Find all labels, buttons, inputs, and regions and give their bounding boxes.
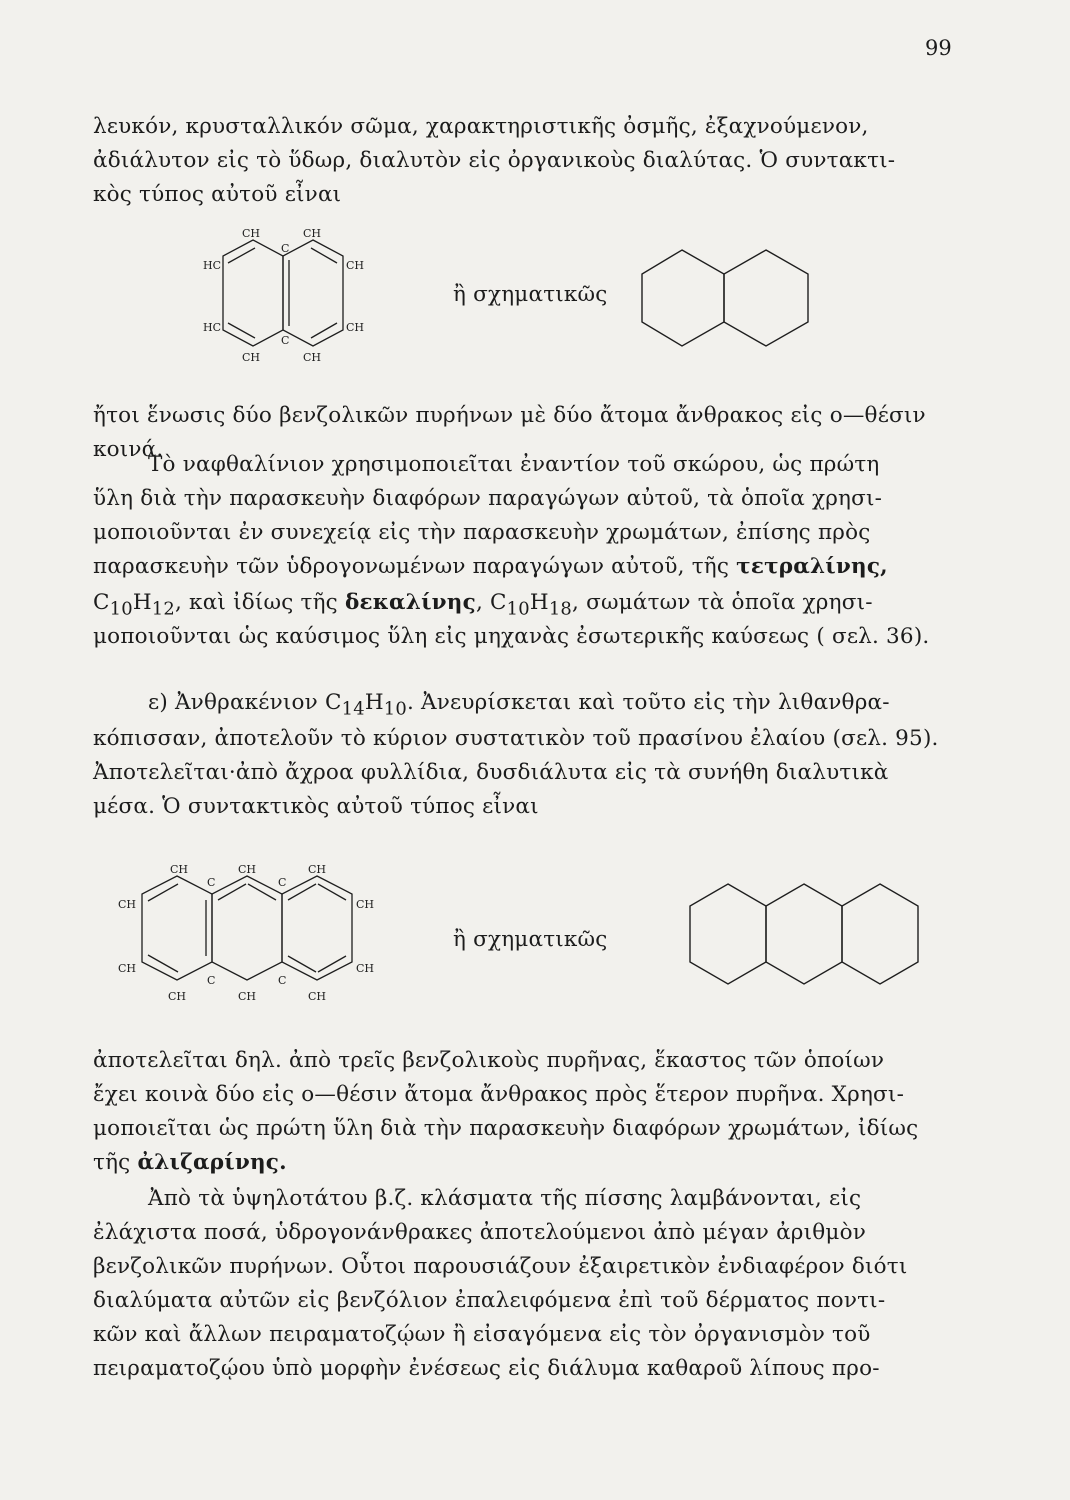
atom-label: CH xyxy=(118,962,137,975)
formula-symbol: H xyxy=(529,590,549,615)
atom-label: CH xyxy=(308,990,327,1003)
text-line xyxy=(93,588,873,624)
atom-label: CH xyxy=(238,863,257,876)
atom-label: CH xyxy=(170,863,189,876)
atom-label: CH xyxy=(303,351,322,364)
atom-label: CH xyxy=(242,227,261,240)
schematic-label: ἢ σχηματικῶς xyxy=(453,927,608,952)
page-number: 99 xyxy=(925,36,952,60)
text-line xyxy=(148,688,890,724)
text-line: Τὸ ναφθαλίνιον χρησιμοποιεῖται ἐναντίον τοῦ σκώρου, ὡς πρώτη xyxy=(148,452,880,477)
atom-label: C xyxy=(278,974,287,987)
anthracene-bonds xyxy=(142,876,352,980)
text-line: μοποιοῦνται ἐν συνεχείᾳ εἰς τὴν παρασκευὴν χρωμάτων, ἐπίσης πρὸς xyxy=(93,520,871,545)
atom-label: CH xyxy=(238,990,257,1003)
atom-label: CH xyxy=(346,259,365,272)
anthracene-structural-formula xyxy=(102,856,422,1006)
text-line: λευκόν, κρυσταλλικόν σῶμα, χαρακτηριστικῆς ὀσμῆς, ἐξαχνούμενον, xyxy=(93,114,869,139)
text-line: κοινά. xyxy=(93,437,164,462)
anthracene-schematic xyxy=(688,880,928,992)
atom-label: CH xyxy=(303,227,322,240)
text-line: ἀποτελεῖται δηλ. ἀπὸ τρεῖς βενζολικοὺς πυρῆνας, ἕκαστος τῶν ὁποίων xyxy=(93,1048,885,1073)
atom-label: CH xyxy=(346,321,365,334)
text-line: μοποιεῖται ὡς πρώτη ὕλη διὰ τὴν παρασκευὴν διαφόρων χρωμάτων, ἰδίως xyxy=(93,1116,919,1141)
atom-label: C xyxy=(207,876,216,889)
text-line: Ἀποτελεῖται·ἀπὸ ἄχροα φυλλίδια, δυσδιάλυτα εἰς τὰ συνήθη διαλυτικὰ xyxy=(93,760,889,785)
text-line: βενζολικῶν πυρήνων. Οὗτοι παρουσιάζουν ἐξαιρετικὸν ἐνδιαφέρον διότι xyxy=(93,1254,908,1279)
text-line xyxy=(93,1148,287,1178)
formula-subscript: 10 xyxy=(506,598,530,620)
formula-subscript: 14 xyxy=(341,698,365,720)
text-line: ἤτοι ἕνωσις δύο βενζολικῶν πυρήνων μὲ δύο ἄτομα ἄνθρακος εἰς ο—θέσιν xyxy=(93,403,926,428)
text-line: ὕλη διὰ τὴν παρασκευὴν διαφόρων παραγώγων αὐτοῦ, τὰ ὁποῖα χρησι- xyxy=(93,486,883,511)
text-line: Ἀπὸ τὰ ὑψηλοτάτου β.ζ. κλάσματα τῆς πίσσης λαμβάνονται, εἰς xyxy=(148,1186,862,1211)
atom-label: HC xyxy=(203,259,222,272)
naphthalene-schematic xyxy=(640,246,820,354)
formula-subscript: 10 xyxy=(383,698,407,720)
term-alizarin: ἀλιζαρίνης. xyxy=(137,1150,287,1175)
atom-label: HC xyxy=(203,321,222,334)
atom-label: C xyxy=(281,334,290,347)
atom-label: CH xyxy=(356,898,375,911)
text-segment: , σωμάτων τὰ ὁποῖα χρησι- xyxy=(572,590,873,615)
text-line: κῶν καὶ ἄλλων πειραματοζῴων ἢ εἰσαγόμενα εἰς τὸν ὀργανισμὸν τοῦ xyxy=(93,1322,871,1347)
atom-label: C xyxy=(207,974,216,987)
formula-subscript: 10 xyxy=(109,598,133,620)
text-line: κόπισσαν, ἀποτελοῦν τὸ κύριον συστατικὸν τοῦ πρασίνου ἐλαίου (σελ. 95). xyxy=(93,726,939,751)
schematic-label: ἢ σχηματικῶς xyxy=(453,282,608,307)
formula-subscript: 12 xyxy=(151,598,175,620)
text-line: κὸς τύπος αὐτοῦ εἶναι xyxy=(93,182,342,207)
atom-label: C xyxy=(281,242,290,255)
text-line xyxy=(93,552,888,582)
atom-label: CH xyxy=(168,990,187,1003)
text-line: μοποιοῦνται ὡς καύσιμος ὕλη εἰς μηχανὰς ἐσωτερικῆς καύσεως ( σελ. 36). xyxy=(93,624,930,649)
formula-symbol: , C xyxy=(475,590,507,615)
text-segment: τῆς xyxy=(93,1150,138,1175)
naphthalene-bonds xyxy=(223,240,343,346)
atom-label: CH xyxy=(356,962,375,975)
text-segment: ε) Ἀνθρακένιον C xyxy=(148,690,342,715)
text-line: πειραματοζῴου ὑπὸ μορφὴν ἐνέσεως εἰς διάλυμα καθαροῦ λίπους προ- xyxy=(93,1356,880,1381)
text-line: διαλύματα αὐτῶν εἰς βενζόλιον ἐπαλειφόμενα ἐπὶ τοῦ δέρματος ποντι- xyxy=(93,1288,886,1313)
text-line: ἐλάχιστα ποσά, ὑδρογονάνθρακες ἀποτελούμενοι ἀπὸ μέγαν ἀριθμὸν xyxy=(93,1220,866,1245)
term-decalin: δεκαλίνης xyxy=(344,590,476,615)
formula-symbol: H xyxy=(364,690,384,715)
formula-symbol: H xyxy=(132,590,152,615)
text-line: ἀδιάλυτον εἰς τὸ ὕδωρ, διαλυτὸν εἰς ὀργανικοὺς διαλύτας. Ὁ συντακτι- xyxy=(93,148,896,173)
formula-symbol: C xyxy=(93,590,110,615)
atom-label: CH xyxy=(242,351,261,364)
text-segment: . Ἀνευρίσκεται καὶ τοῦτο εἰς τὴν λιθανθρα- xyxy=(406,690,890,715)
term-tetralin: τετραλίνης, xyxy=(736,554,888,579)
text-segment: , καὶ ἰδίως τῆς xyxy=(174,590,345,615)
naphthalene-structural-formula xyxy=(195,218,435,373)
text-segment: παρασκευὴν τῶν ὑδρογονωμένων παραγώγων αὐτοῦ, τῆς xyxy=(93,554,737,579)
text-line: ἔχει κοινὰ δύο εἰς ο—θέσιν ἄτομα ἄνθρακος πρὸς ἕτερον πυρῆνα. Χρησι- xyxy=(93,1082,905,1107)
atom-label: CH xyxy=(308,863,327,876)
atom-label: CH xyxy=(118,898,137,911)
text-line: μέσα. Ὁ συντακτικὸς αὐτοῦ τύπος εἶναι xyxy=(93,794,539,819)
atom-label: C xyxy=(278,876,287,889)
formula-subscript: 18 xyxy=(548,598,572,620)
